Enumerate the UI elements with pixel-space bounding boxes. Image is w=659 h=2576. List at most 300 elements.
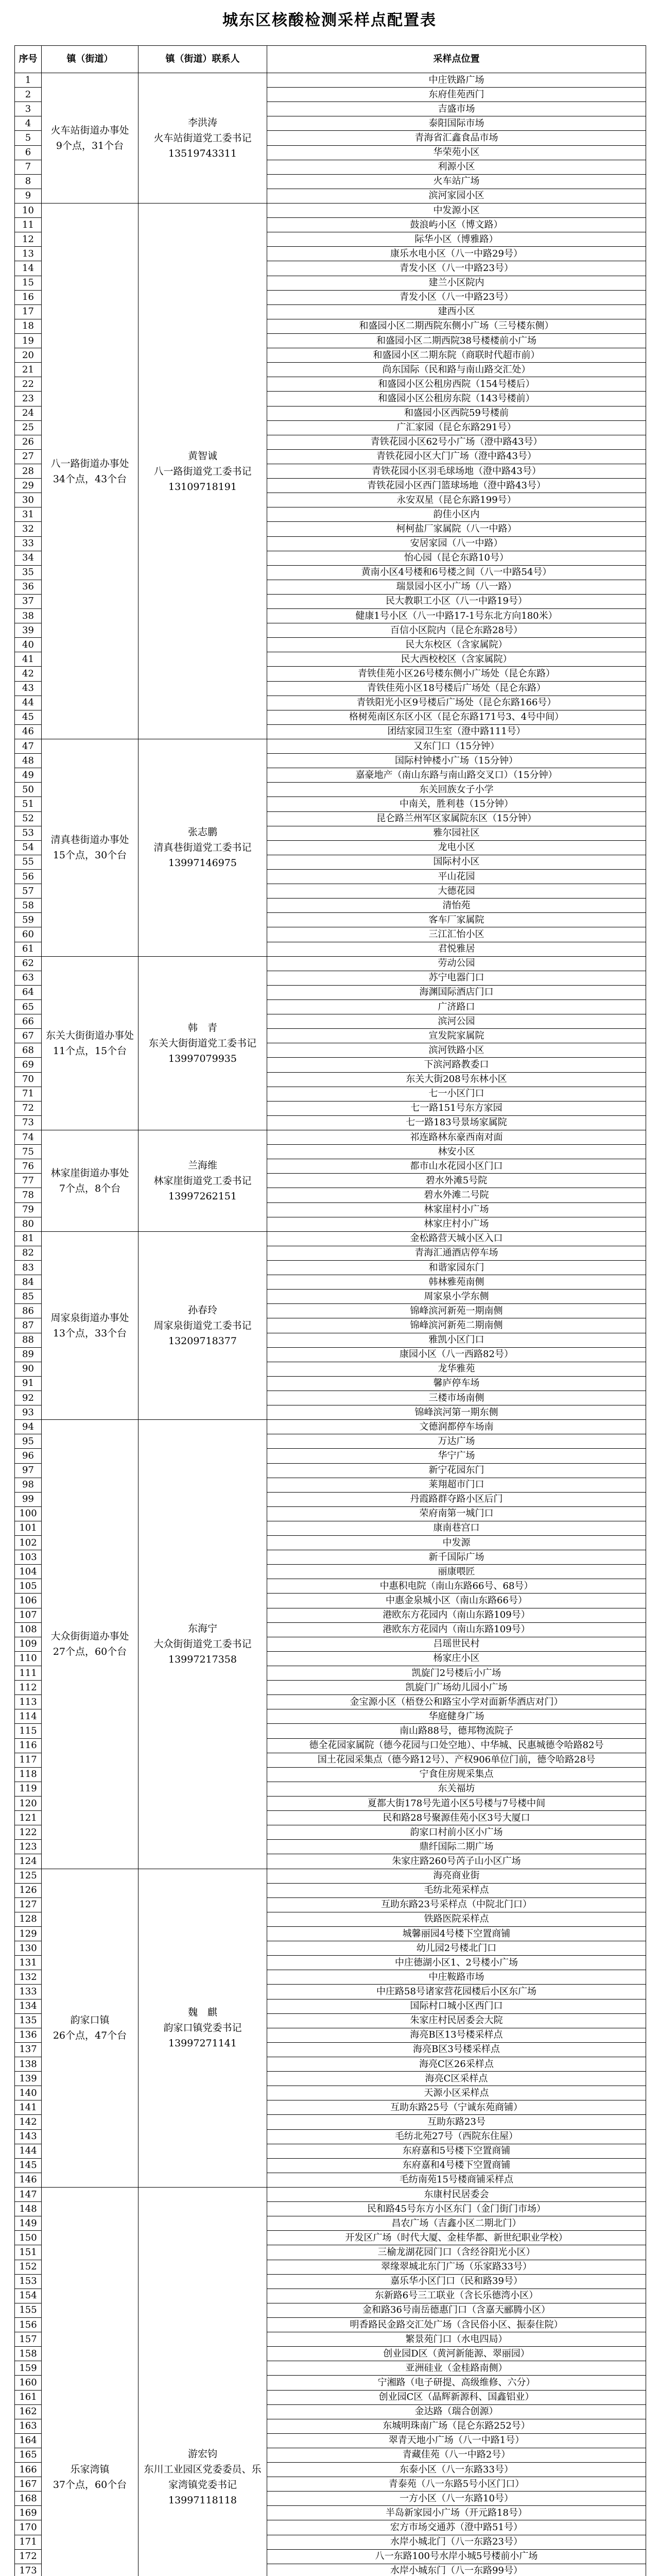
site-location: 翠青天地小广场（八一中路1号） bbox=[267, 2433, 646, 2448]
site-location: 青泰苑（八一东路5号小区门口） bbox=[267, 2477, 646, 2492]
site-location: 民和路28号聚源佳苑小区3号大厦口 bbox=[267, 1811, 646, 1825]
site-location: 东泰小区（八一东路33号） bbox=[267, 2463, 646, 2477]
street-name: 八一路街道办事处 bbox=[50, 457, 129, 469]
site-location: 新千国际广场 bbox=[267, 1550, 646, 1565]
contact-phone: 13209718377 bbox=[168, 1335, 237, 1347]
site-location: 中庄德湖小区1、2号楼小广场 bbox=[267, 1956, 646, 1970]
site-location: 下滨河路教委口 bbox=[267, 1058, 646, 1072]
row-index: 129 bbox=[15, 1927, 42, 1941]
table-row bbox=[15, 956, 646, 971]
site-location: 广济路口 bbox=[267, 1000, 646, 1014]
row-index: 159 bbox=[15, 2361, 42, 2376]
contact-name: 韩 青 bbox=[187, 1022, 217, 1033]
row-index: 26 bbox=[15, 435, 42, 449]
site-location: 和盛园小区公租房西院（154号楼后） bbox=[267, 377, 646, 392]
contact-title: 清真巷街道党工委书记 bbox=[153, 842, 252, 854]
site-location: 南山路88号，德邦物流院子 bbox=[267, 1724, 646, 1738]
site-location: 中庄铁路广场 bbox=[267, 73, 646, 88]
row-index: 144 bbox=[15, 2144, 42, 2158]
row-index: 5 bbox=[15, 131, 42, 145]
site-location: 林家崖村小广场 bbox=[267, 1202, 646, 1217]
site-location: 君悦雅居 bbox=[267, 942, 646, 956]
site-location: 新宁花园东门 bbox=[267, 1463, 646, 1478]
contact-cell bbox=[138, 203, 267, 739]
site-location: 宣发院家属院 bbox=[267, 1029, 646, 1043]
row-index: 12 bbox=[15, 232, 42, 247]
site-location: 德全花园家属院（德今花园与口处空地）、中华城、民惠城德令哈路82号 bbox=[267, 1738, 646, 1753]
street-cell bbox=[42, 1231, 138, 1419]
row-index: 35 bbox=[15, 565, 42, 580]
row-index: 170 bbox=[15, 2520, 42, 2535]
row-index: 45 bbox=[15, 710, 42, 724]
site-location: 广汇家园（昆仑东路291号） bbox=[267, 420, 646, 435]
row-index: 32 bbox=[15, 522, 42, 536]
row-index: 22 bbox=[15, 377, 42, 392]
site-location: 海亮B区13号楼采样点 bbox=[267, 2028, 646, 2042]
site-location: 宏方市场交通苏（澄中路51号） bbox=[267, 2520, 646, 2535]
contact-phone: 13997118118 bbox=[168, 2494, 237, 2506]
site-location: 祁连路林东豪西南对面 bbox=[267, 1130, 646, 1144]
row-index: 107 bbox=[15, 1608, 42, 1622]
site-location: 创业园D区（黄河新能源、翠丽园） bbox=[267, 2347, 646, 2361]
site-location: 青发小区（八一中路23号） bbox=[267, 290, 646, 304]
site-location: 嘉乐华小区门口（民和路39号） bbox=[267, 2274, 646, 2289]
row-index: 87 bbox=[15, 1318, 42, 1333]
row-index: 135 bbox=[15, 2013, 42, 2028]
row-index: 139 bbox=[15, 2072, 42, 2086]
row-index: 64 bbox=[15, 985, 42, 999]
row-index: 141 bbox=[15, 2100, 42, 2115]
row-index: 132 bbox=[15, 1970, 42, 1985]
row-index: 52 bbox=[15, 811, 42, 826]
row-index: 72 bbox=[15, 1101, 42, 1115]
row-index: 121 bbox=[15, 1811, 42, 1825]
row-index: 163 bbox=[15, 2419, 42, 2433]
site-location: 互助东路25号（宁诚东苑商铺） bbox=[267, 2100, 646, 2115]
site-location: 滨河家园小区 bbox=[267, 189, 646, 203]
site-location: 瑞景园小区小广场（八一路） bbox=[267, 580, 646, 594]
row-index: 21 bbox=[15, 363, 42, 377]
row-index: 168 bbox=[15, 2492, 42, 2506]
row-index: 100 bbox=[15, 1506, 42, 1521]
row-index: 93 bbox=[15, 1405, 42, 1420]
table-header-row bbox=[15, 46, 646, 73]
row-index: 56 bbox=[15, 870, 42, 884]
street-cell bbox=[42, 1420, 138, 1869]
site-location: 怡心园（昆仑东路10号） bbox=[267, 551, 646, 565]
site-location: 金和路36号南岳德惠门口（含嘉天郦腾小区） bbox=[267, 2303, 646, 2317]
row-index: 108 bbox=[15, 1622, 42, 1637]
site-location: 三榆龙湖花园门口（含经谷阳光小区） bbox=[267, 2245, 646, 2260]
contact-cell bbox=[138, 739, 267, 957]
site-location: 华荣苑小区 bbox=[267, 145, 646, 160]
street-name: 韵家口镇 bbox=[70, 2014, 110, 2026]
site-location: 三江汇怡小区 bbox=[267, 927, 646, 942]
row-index: 118 bbox=[15, 1767, 42, 1782]
street-name: 林家崖街道办事处 bbox=[50, 1167, 129, 1179]
contact-cell bbox=[138, 1130, 267, 1231]
contact-title: 东川工业园区党委委员、乐家湾镇党委书记 bbox=[144, 2463, 262, 2490]
row-index: 94 bbox=[15, 1420, 42, 1434]
row-index: 128 bbox=[15, 1912, 42, 1926]
row-index: 59 bbox=[15, 913, 42, 927]
row-index: 136 bbox=[15, 2028, 42, 2042]
site-location: 天源小区采样点 bbox=[267, 2086, 646, 2100]
contact-phone: 13997271141 bbox=[168, 2038, 237, 2049]
site-location: 民大教职工小区（八一中路19号） bbox=[267, 594, 646, 608]
site-location: 华宁广场 bbox=[267, 1449, 646, 1463]
row-index: 36 bbox=[15, 580, 42, 594]
site-location: 明香路民金路交汇处广场（含民俗小区、振泰住院） bbox=[267, 2317, 646, 2332]
row-index: 15 bbox=[15, 276, 42, 290]
site-location: 凯旋门广场幼儿园小广场 bbox=[267, 1681, 646, 1695]
site-location: 和盛园小区二期东院（商联时代超市前） bbox=[267, 348, 646, 363]
site-location: 金宝源小区（梧登公和路宝小学对面新华酒店对门） bbox=[267, 1695, 646, 1709]
row-index: 46 bbox=[15, 724, 42, 739]
site-location: 清怡苑 bbox=[267, 899, 646, 913]
row-index: 78 bbox=[15, 1188, 42, 1202]
contact-phone: 13109718191 bbox=[168, 481, 237, 493]
row-index: 74 bbox=[15, 1130, 42, 1144]
row-index: 148 bbox=[15, 2202, 42, 2216]
site-location: 东康村民居委会 bbox=[267, 2187, 646, 2201]
site-location: 周家泉小学东侧 bbox=[267, 1290, 646, 1304]
street-summary: 27个点，60个台 bbox=[53, 1646, 127, 1658]
site-location: 中南关，胜利巷（15分钟） bbox=[267, 797, 646, 811]
table-body bbox=[15, 73, 646, 2576]
row-index: 102 bbox=[15, 1536, 42, 1550]
site-location: 苏宁电器门口 bbox=[267, 971, 646, 985]
street-cell bbox=[42, 203, 138, 739]
table-row bbox=[15, 1130, 646, 1144]
site-location: 荣府南第一城门口 bbox=[267, 1506, 646, 1521]
site-location: 林安小区 bbox=[267, 1145, 646, 1159]
row-index: 19 bbox=[15, 333, 42, 348]
site-location: 互助东路23号采样点（中院北门口） bbox=[267, 1897, 646, 1912]
site-location: 永安双星（昆仑东路199号） bbox=[267, 493, 646, 507]
row-index: 38 bbox=[15, 609, 42, 623]
street-name: 大众街街道办事处 bbox=[50, 1631, 129, 1642]
site-location: 锦峰滨河新苑二期南侧 bbox=[267, 1318, 646, 1333]
site-location: 丹霞路群夺路小区后门 bbox=[267, 1492, 646, 1506]
contact-title: 周家泉街道党工委书记 bbox=[153, 1319, 252, 1331]
row-index: 17 bbox=[15, 304, 42, 319]
row-index: 113 bbox=[15, 1695, 42, 1709]
street-name: 周家泉街道办事处 bbox=[50, 1312, 129, 1324]
site-location: 国土花园采集点（德今路12号）、产权906单位门前，德令哈路28号 bbox=[267, 1753, 646, 1767]
site-location: 毛纺北苑采样点 bbox=[267, 1883, 646, 1897]
row-index: 157 bbox=[15, 2332, 42, 2347]
site-location: 雅凯小区门口 bbox=[267, 1333, 646, 1347]
site-location: 亚洲硅业（金桂路南侧） bbox=[267, 2361, 646, 2376]
site-location: 康乐水电小区（八一中路29号） bbox=[267, 247, 646, 261]
row-index: 75 bbox=[15, 1145, 42, 1159]
site-location: 港欧东方花园内（南山东路109号） bbox=[267, 1608, 646, 1622]
site-location: 团结家园卫生室（澄中路111号） bbox=[267, 724, 646, 739]
row-index: 138 bbox=[15, 2057, 42, 2071]
contact-title: 火车站街道党工委书记 bbox=[153, 132, 252, 144]
table-row bbox=[15, 739, 646, 754]
site-location: 七一路183号景场家属院 bbox=[267, 1115, 646, 1130]
street-summary: 15个点，30个台 bbox=[53, 850, 127, 861]
row-index: 167 bbox=[15, 2477, 42, 2492]
site-location: 宁湘路（电子研提、高级维修、六分） bbox=[267, 2376, 646, 2390]
row-index: 71 bbox=[15, 1087, 42, 1101]
site-location: 际华小区（博雅路） bbox=[267, 232, 646, 247]
site-location: 海亮C区采样点 bbox=[267, 2072, 646, 2086]
row-index: 68 bbox=[15, 1043, 42, 1058]
site-location: 毛纺南苑15号楼商铺采样点 bbox=[267, 2173, 646, 2187]
row-index: 165 bbox=[15, 2448, 42, 2462]
site-location: 大德花园 bbox=[267, 884, 646, 899]
row-index: 65 bbox=[15, 1000, 42, 1014]
site-location: 中庄鞍路市场 bbox=[267, 1970, 646, 1985]
row-index: 27 bbox=[15, 449, 42, 464]
site-location: 青铁阳光小区9号楼后广场处（昆仑东路166号） bbox=[267, 696, 646, 710]
row-index: 62 bbox=[15, 956, 42, 971]
row-index: 80 bbox=[15, 1217, 42, 1231]
row-index: 76 bbox=[15, 1159, 42, 1174]
site-location: 嘉豪地产（南山东路与南山路交叉口）（15分钟） bbox=[267, 768, 646, 783]
site-location: 黄南小区4号楼和6号楼之间（八一中路54号） bbox=[267, 565, 646, 580]
site-location: 夏都大街178号先道小区5号楼与7号楼中间 bbox=[267, 1797, 646, 1811]
row-index: 49 bbox=[15, 768, 42, 783]
row-index: 166 bbox=[15, 2463, 42, 2477]
site-location: 东关大街208号东林小区 bbox=[267, 1072, 646, 1087]
site-location: 东新路6号三工联业（含长乐德湾小区） bbox=[267, 2289, 646, 2303]
row-index: 43 bbox=[15, 681, 42, 696]
site-location: 碧水外滩二号院 bbox=[267, 1188, 646, 1202]
row-index: 34 bbox=[15, 551, 42, 565]
row-index: 13 bbox=[15, 247, 42, 261]
street-cell bbox=[42, 2187, 138, 2576]
row-index: 126 bbox=[15, 1883, 42, 1897]
site-location: 锦峰滨河第一期东侧 bbox=[267, 1405, 646, 1420]
row-index: 67 bbox=[15, 1029, 42, 1043]
site-location: 杨家庄小区 bbox=[267, 1651, 646, 1666]
street-cell bbox=[42, 1869, 138, 2187]
row-index: 69 bbox=[15, 1058, 42, 1072]
row-index: 66 bbox=[15, 1014, 42, 1029]
row-index: 171 bbox=[15, 2535, 42, 2549]
street-cell bbox=[42, 956, 138, 1130]
site-location: 吉盛市场 bbox=[267, 102, 646, 116]
row-index: 48 bbox=[15, 754, 42, 768]
site-location: 开发区广场（时代大厦、金桂华都、新世纪职业学校） bbox=[267, 2231, 646, 2245]
street-summary: 13个点，33个台 bbox=[53, 1327, 127, 1339]
site-location: 青海省汇鑫食品市场 bbox=[267, 131, 646, 145]
site-location: 八一东路100号水岸小城5号楼前小广场 bbox=[267, 2549, 646, 2564]
row-index: 158 bbox=[15, 2347, 42, 2361]
site-location: 东关回族女子小学 bbox=[267, 783, 646, 797]
row-index: 162 bbox=[15, 2404, 42, 2419]
table-row bbox=[15, 203, 646, 217]
site-location: 劳动公园 bbox=[267, 956, 646, 971]
row-index: 39 bbox=[15, 623, 42, 638]
contact-title: 林家崖街道党工委书记 bbox=[153, 1175, 252, 1187]
row-index: 125 bbox=[15, 1869, 42, 1883]
site-location: 中发源 bbox=[267, 1536, 646, 1550]
site-location: 滨河铁路小区 bbox=[267, 1043, 646, 1058]
site-location: 康南巷宫口 bbox=[267, 1521, 646, 1535]
table-row bbox=[15, 1420, 646, 1434]
contact-phone: 13997146975 bbox=[168, 857, 237, 869]
contact-phone: 13997217358 bbox=[168, 1654, 237, 1666]
row-index: 145 bbox=[15, 2158, 42, 2173]
row-index: 137 bbox=[15, 2042, 42, 2057]
row-index: 63 bbox=[15, 971, 42, 985]
contact-title: 韵家口镇党委书记 bbox=[163, 2022, 242, 2034]
site-location: 建西小区 bbox=[267, 304, 646, 319]
site-location: 利源小区 bbox=[267, 160, 646, 174]
row-index: 70 bbox=[15, 1072, 42, 1087]
row-index: 134 bbox=[15, 1999, 42, 2013]
row-index: 96 bbox=[15, 1449, 42, 1463]
row-index: 37 bbox=[15, 594, 42, 608]
site-location: 华庭健身广场 bbox=[267, 1709, 646, 1724]
row-index: 55 bbox=[15, 855, 42, 869]
row-index: 164 bbox=[15, 2433, 42, 2448]
contact-name: 东海宁 bbox=[187, 1623, 217, 1635]
site-location: 昌农广场（吉鑫小区二期北门） bbox=[267, 2216, 646, 2231]
row-index: 153 bbox=[15, 2274, 42, 2289]
contact-phone: 13997262151 bbox=[168, 1190, 237, 1202]
row-index: 73 bbox=[15, 1115, 42, 1130]
site-location: 东城明珠南广场（昆仑东路252号） bbox=[267, 2419, 646, 2433]
site-location: 中庄路58号诸家营花园楼后小区东广场 bbox=[267, 1985, 646, 1999]
site-location: 毛纺北苑27号（西院东住屋） bbox=[267, 2129, 646, 2144]
site-location: 火车站广场 bbox=[267, 174, 646, 189]
site-location: 宁食住房规采集点 bbox=[267, 1767, 646, 1782]
table-row bbox=[15, 73, 646, 88]
site-location: 东府嘉和4号楼下空置商铺 bbox=[267, 2158, 646, 2173]
row-index: 149 bbox=[15, 2216, 42, 2231]
site-location: 铁路医院采样点 bbox=[267, 1912, 646, 1926]
site-location: 幼儿园2号楼北门口 bbox=[267, 1941, 646, 1956]
header-contact: 镇（街道）联系人 bbox=[138, 46, 267, 73]
street-cell bbox=[42, 1130, 138, 1231]
row-index: 161 bbox=[15, 2390, 42, 2404]
contact-phone: 13997079935 bbox=[168, 1053, 237, 1064]
row-index: 95 bbox=[15, 1434, 42, 1449]
site-location: 丽康喂匠 bbox=[267, 1565, 646, 1579]
row-index: 4 bbox=[15, 116, 42, 131]
site-location: 一方小区（八一东路10号） bbox=[267, 2492, 646, 2506]
row-index: 81 bbox=[15, 1231, 42, 1246]
row-index: 156 bbox=[15, 2317, 42, 2332]
site-location: 青铁花园小区62号小广场（澄中路43号） bbox=[267, 435, 646, 449]
site-location: 和谐家园东门 bbox=[267, 1260, 646, 1275]
site-location: 青铁花园小区大门广场（澄中路43号） bbox=[267, 449, 646, 464]
row-index: 146 bbox=[15, 2173, 42, 2187]
contact-phone: 13519743311 bbox=[168, 147, 237, 159]
site-location: 翠缘翠城北东门广场（乐家路33号） bbox=[267, 2260, 646, 2274]
row-index: 47 bbox=[15, 739, 42, 754]
row-index: 84 bbox=[15, 1275, 42, 1290]
row-index: 61 bbox=[15, 942, 42, 956]
site-location: 万达广场 bbox=[267, 1434, 646, 1449]
site-location: 中惠金泉城小区（南山东路66号） bbox=[267, 1594, 646, 1608]
row-index: 127 bbox=[15, 1897, 42, 1912]
site-location: 龙华雅苑 bbox=[267, 1362, 646, 1376]
site-location: 和盛园小区西院59号楼前 bbox=[267, 406, 646, 420]
site-location: 韵佳小区内 bbox=[267, 507, 646, 522]
site-location: 中发源小区 bbox=[267, 203, 646, 217]
contact-name: 李洪涛 bbox=[187, 116, 217, 128]
site-location: 七一小区门口 bbox=[267, 1087, 646, 1101]
site-location: 柯柯盐厂家属院（八一中路） bbox=[267, 522, 646, 536]
site-location: 昆仑路兰州军区家属院东区（15分钟） bbox=[267, 811, 646, 826]
row-index: 123 bbox=[15, 1840, 42, 1854]
street-cell bbox=[42, 73, 138, 204]
row-index: 57 bbox=[15, 884, 42, 899]
street-summary: 34个点，43个台 bbox=[53, 473, 127, 485]
row-index: 40 bbox=[15, 638, 42, 652]
contact-cell bbox=[138, 1231, 267, 1419]
site-location: 青铁花园小区羽毛球场地（澄中路43号） bbox=[267, 464, 646, 478]
row-index: 41 bbox=[15, 652, 42, 667]
street-summary: 11个点，15个台 bbox=[53, 1045, 127, 1057]
row-index: 16 bbox=[15, 290, 42, 304]
row-index: 173 bbox=[15, 2564, 42, 2576]
street-name: 东关大街街道办事处 bbox=[45, 1029, 134, 1041]
site-location: 和盛园小区二期西院东侧小广场（三号楼东侧） bbox=[267, 319, 646, 333]
row-index: 99 bbox=[15, 1492, 42, 1506]
row-index: 115 bbox=[15, 1724, 42, 1738]
site-location: 民大东校区（含家属院） bbox=[267, 638, 646, 652]
site-location: 中惠积电院（南山东路66号、68号） bbox=[267, 1579, 646, 1594]
header-street: 镇（街道） bbox=[42, 46, 138, 73]
row-index: 82 bbox=[15, 1246, 42, 1260]
row-index: 88 bbox=[15, 1333, 42, 1347]
row-index: 24 bbox=[15, 406, 42, 420]
site-location: 青发小区（八一中路23号） bbox=[267, 261, 646, 276]
row-index: 116 bbox=[15, 1738, 42, 1753]
row-index: 103 bbox=[15, 1550, 42, 1565]
row-index: 23 bbox=[15, 392, 42, 406]
site-location: 青海汇通酒店停车场 bbox=[267, 1246, 646, 1260]
site-location: 城馨丽园4号楼下空置商铺 bbox=[267, 1927, 646, 1941]
site-location: 国际村钟楼小广场（15分钟） bbox=[267, 754, 646, 768]
contact-cell bbox=[138, 1869, 267, 2187]
row-index: 152 bbox=[15, 2260, 42, 2274]
site-location: 康园小区（八一西路82号） bbox=[267, 1347, 646, 1362]
row-index: 98 bbox=[15, 1478, 42, 1492]
row-index: 119 bbox=[15, 1782, 42, 1796]
row-index: 7 bbox=[15, 160, 42, 174]
site-location: 港欧东方花园内（南山东路109号） bbox=[267, 1622, 646, 1637]
site-location: 半岛新家园小广场（开元路18号） bbox=[267, 2506, 646, 2520]
row-index: 2 bbox=[15, 88, 42, 102]
row-index: 29 bbox=[15, 479, 42, 493]
site-location: 青铁佳苑小区26号楼东侧小广场处（昆仑东路） bbox=[267, 667, 646, 681]
site-location: 东府佳苑西门 bbox=[267, 88, 646, 102]
row-index: 51 bbox=[15, 797, 42, 811]
site-location: 金达路（瑞合创源） bbox=[267, 2404, 646, 2419]
contact-title: 大众街街道党工委书记 bbox=[153, 1638, 252, 1650]
table-row bbox=[15, 1869, 646, 1883]
row-index: 155 bbox=[15, 2303, 42, 2317]
document-title: 城东区核酸检测采样点配置表 bbox=[222, 11, 437, 29]
row-index: 54 bbox=[15, 840, 42, 855]
site-location: 国际村口城小区西门口 bbox=[267, 1999, 646, 2013]
site-location: 民大西校校区（含家属院） bbox=[267, 652, 646, 667]
site-location: 都市山水花园小区门口 bbox=[267, 1159, 646, 1174]
contact-name: 魏 麒 bbox=[187, 2007, 217, 2019]
site-location: 安居家园（八一中路） bbox=[267, 536, 646, 551]
table-row bbox=[15, 1231, 646, 1246]
row-index: 8 bbox=[15, 174, 42, 189]
